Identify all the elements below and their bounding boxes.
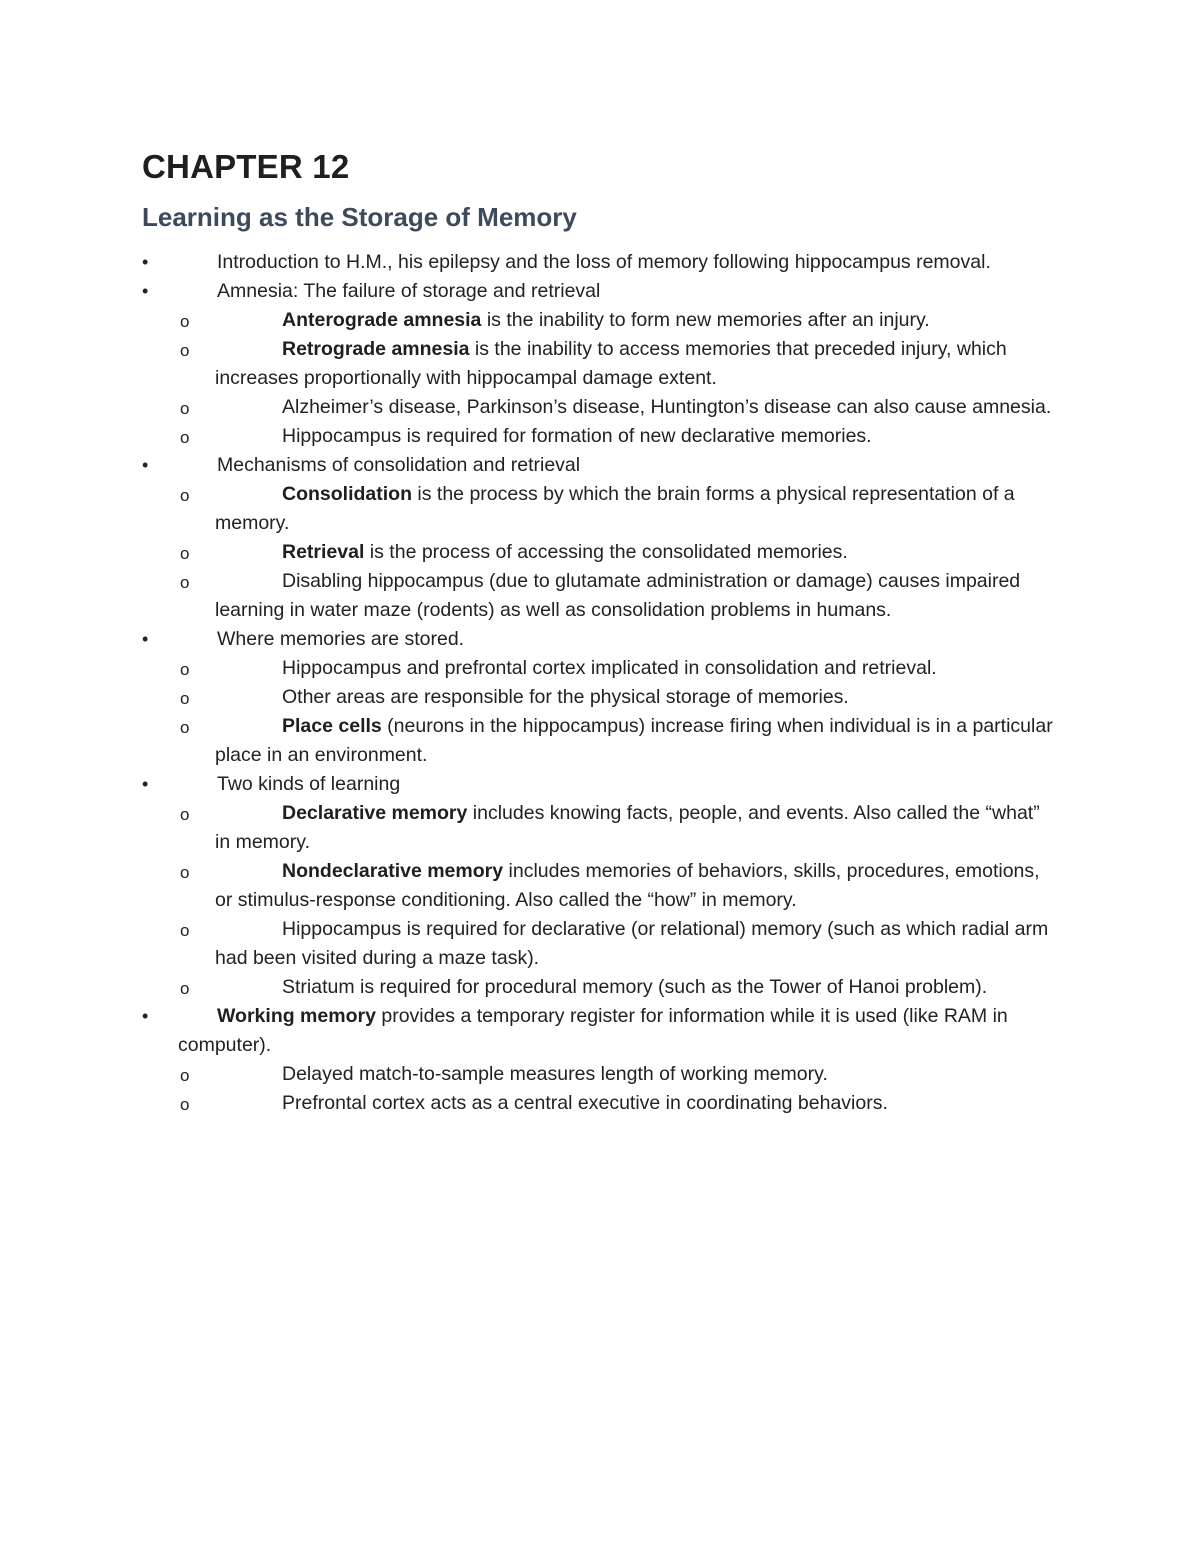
bullet-marker: • — [142, 252, 149, 272]
item-description: Introduction to H.M., his epilepsy and the loss of memory following hippocampus removal. — [217, 251, 991, 273]
circle-marker: o — [180, 1066, 190, 1085]
bullet-marker: • — [142, 1006, 149, 1026]
item-text — [215, 567, 1060, 625]
bullet-item — [0, 248, 1200, 277]
circle-marker: o — [180, 689, 190, 708]
circle-marker: o — [180, 979, 190, 998]
sub-bullet-item — [0, 335, 1200, 393]
circle-marker: o — [180, 921, 190, 940]
bullet-marker: • — [142, 281, 149, 301]
key-term: Retrograde amnesia — [282, 338, 470, 360]
circle-marker: o — [180, 718, 190, 737]
item-description: Alzheimer’s disease, Parkinson’s disease, Huntington’s disease can also cause amnesia. — [282, 396, 1052, 418]
key-term: Place cells — [282, 715, 382, 737]
item-text — [215, 422, 1060, 451]
circle-marker: o — [180, 428, 190, 447]
bullet-marker: • — [142, 774, 149, 794]
bullet-item — [0, 625, 1200, 654]
circle-marker: o — [180, 863, 190, 882]
item-text — [215, 1089, 1060, 1118]
bullet-marker: • — [142, 629, 149, 649]
circle-marker: o — [180, 573, 190, 592]
sub-bullet-item — [0, 422, 1200, 451]
bullet-item — [0, 770, 1200, 799]
item-description: is the process by which the brain forms a physical representation of a memory. — [215, 483, 1015, 534]
bullet-item — [0, 1002, 1200, 1060]
chapter-title: CHAPTER 12 — [142, 148, 350, 185]
item-description: includes knowing facts, people, and events. Also called the “what” in memory. — [215, 802, 1040, 853]
bullet-marker: • — [142, 455, 149, 475]
item-text — [215, 857, 1060, 915]
item-text — [215, 393, 1060, 422]
item-text — [215, 1060, 1060, 1089]
item-description: Hippocampus is required for declarative (or relational) memory (such as which radial arm had been visited during a maze task). — [215, 918, 1049, 969]
outline-list — [0, 248, 1200, 1118]
item-description: provides a temporary register for information while it is used (like RAM in computer). — [178, 1005, 1008, 1056]
sub-bullet-item — [0, 654, 1200, 683]
item-text — [178, 770, 1060, 799]
item-text — [215, 973, 1060, 1002]
item-description: is the inability to access memories that preceded injury, which increases proportionally with hippocampal damage extent. — [215, 338, 1007, 389]
key-term: Nondeclarative memory — [282, 860, 504, 882]
item-description: Disabling hippocampus (due to glutamate administration or damage) causes impaired learning in water maze (rodents) as well as consolidation problems in humans. — [215, 570, 1021, 621]
item-description: Where memories are stored. — [217, 628, 465, 650]
item-text — [215, 654, 1060, 683]
circle-marker: o — [180, 1095, 190, 1114]
item-description: Mechanisms of consolidation and retrieval — [217, 454, 581, 476]
circle-marker: o — [180, 486, 190, 505]
item-text — [178, 451, 1060, 480]
item-text — [215, 915, 1060, 973]
key-term: Working memory — [217, 1005, 376, 1027]
sub-bullet-item — [0, 683, 1200, 712]
item-text — [178, 277, 1060, 306]
item-text — [215, 799, 1060, 857]
item-text — [215, 712, 1060, 770]
sub-bullet-item — [0, 480, 1200, 538]
circle-marker: o — [180, 660, 190, 679]
item-description: Delayed match-to-sample measures length of working memory. — [282, 1063, 828, 1085]
sub-bullet-item — [0, 857, 1200, 915]
item-description: Striatum is required for procedural memory (such as the Tower of Hanoi problem). — [282, 976, 988, 998]
item-description: is the process of accessing the consolidated memories. — [364, 541, 848, 563]
item-text — [215, 306, 1060, 335]
item-text — [178, 248, 1060, 277]
circle-marker: o — [180, 544, 190, 563]
bullet-item — [0, 451, 1200, 480]
circle-marker: o — [180, 312, 190, 331]
circle-marker: o — [180, 341, 190, 360]
item-text — [178, 1002, 1060, 1060]
item-description: includes memories of behaviors, skills, procedures, emotions, or stimulus-response conditioning. Also called the “how” in memory. — [215, 860, 1040, 911]
key-term: Declarative memory — [282, 802, 468, 824]
sub-bullet-item — [0, 393, 1200, 422]
sub-bullet-item — [0, 538, 1200, 567]
sub-bullet-item — [0, 306, 1200, 335]
circle-marker: o — [180, 399, 190, 418]
item-description: Two kinds of learning — [217, 773, 401, 795]
item-description: Hippocampus and prefrontal cortex implicated in consolidation and retrieval. — [282, 657, 937, 679]
item-description: Hippocampus is required for formation of new declarative memories. — [282, 425, 872, 447]
section-title: Learning as the Storage of Memory — [142, 202, 577, 232]
item-description: Prefrontal cortex acts as a central executive in coordinating behaviors. — [282, 1092, 888, 1114]
sub-bullet-item — [0, 915, 1200, 973]
sub-bullet-item — [0, 973, 1200, 1002]
key-term: Retrieval — [282, 541, 365, 563]
sub-bullet-item — [0, 567, 1200, 625]
circle-marker: o — [180, 805, 190, 824]
sub-bullet-item — [0, 712, 1200, 770]
key-term: Anterograde amnesia — [282, 309, 482, 331]
key-term: Consolidation — [282, 483, 412, 505]
item-text — [178, 625, 1060, 654]
sub-bullet-item — [0, 799, 1200, 857]
item-text — [215, 538, 1060, 567]
item-description: (neurons in the hippocampus) increase firing when individual is in a particular place in an environment. — [215, 715, 1053, 766]
item-description: is the inability to form new memories after an injury. — [481, 309, 930, 331]
item-text — [215, 480, 1060, 538]
item-text — [215, 335, 1060, 393]
sub-bullet-item — [0, 1089, 1200, 1118]
item-description: Amnesia: The failure of storage and retrieval — [217, 280, 601, 302]
sub-bullet-item — [0, 1060, 1200, 1089]
bullet-item — [0, 277, 1200, 306]
item-text — [215, 683, 1060, 712]
item-description: Other areas are responsible for the physical storage of memories. — [282, 686, 849, 708]
